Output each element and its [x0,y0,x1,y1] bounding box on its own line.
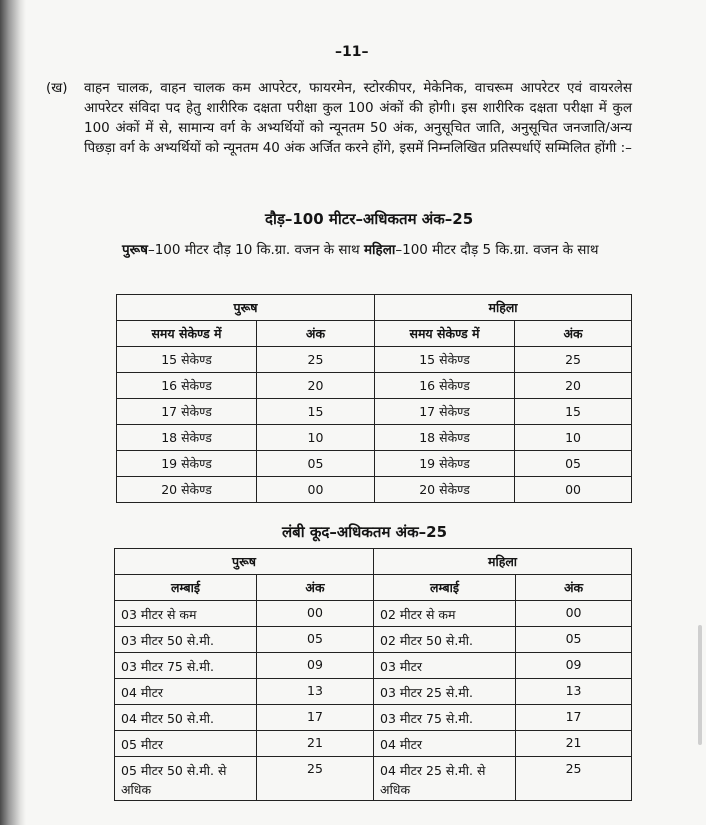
jump-women-header: महिला [374,549,632,575]
table-row [115,601,632,627]
jump-men-marks: 21 [257,731,374,757]
scrollbar[interactable] [698,625,702,745]
race-col-time-women: समय सेकेण्ड में [375,321,515,347]
table-row [115,653,632,679]
race-men-marks: 25 [257,347,375,373]
race-col-marks-men: अंक [257,321,375,347]
clause-label: (ख) [46,80,68,96]
jump-men-marks: 25 [257,757,374,801]
jump-col-length-men: लम्बाई [115,575,257,601]
race-women-marks: 25 [515,347,632,373]
jump-women-length: 03 मीटर 25 से.मी. [374,679,516,705]
table-row [117,347,632,373]
race-intro-women-label: महिला [363,242,396,258]
jump-women-marks: 25 [516,757,632,801]
jump-men-length: 03 मीटर 75 से.मी. [115,653,257,679]
race-women-marks: 05 [515,451,632,477]
race-women-time: 18 सेकेण्ड [375,425,515,451]
race-men-time: 18 सेकेण्ड [117,425,257,451]
jump-women-length: 04 मीटर [374,731,516,757]
jump-col-marks-women: अंक [516,575,632,601]
race-col-time-men: समय सेकेण्ड में [117,321,257,347]
table-row [115,731,632,757]
race-intro-women-text: –100 मीटर दौड़ 5 कि.ग्रा. वजन के साथ [395,242,599,258]
jump-men-header: पुरूष [115,549,374,575]
table-row [117,373,632,399]
race-women-header: महिला [375,295,632,321]
table-row [115,757,632,801]
race-men-time: 16 सेकेण्ड [117,373,257,399]
race-intro-men-label: पुरूष [122,242,148,258]
race-men-time: 20 सेकेण्ड [117,477,257,503]
race-men-marks: 05 [257,451,375,477]
race-men-marks: 20 [257,373,375,399]
jump-table-group-header [115,549,632,575]
race-men-time: 19 सेकेण्ड [117,451,257,477]
race-women-marks: 20 [515,373,632,399]
page-number: –11– [335,44,369,60]
table-row [117,477,632,503]
jump-women-marks: 05 [516,627,632,653]
jump-women-marks: 00 [516,601,632,627]
jump-col-length-women: लम्बाई [374,575,516,601]
jump-women-length: 02 मीटर से कम [374,601,516,627]
race-table [116,294,632,503]
jump-women-length: 03 मीटर 75 से.मी. [374,705,516,731]
race-women-marks: 00 [515,477,632,503]
race-col-marks-women: अंक [515,321,632,347]
jump-col-marks-men: अंक [257,575,374,601]
jump-men-length: 05 मीटर 50 से.मी. से अधिक [115,757,257,801]
race-men-marks: 15 [257,399,375,425]
race-women-marks: 10 [515,425,632,451]
jump-men-length: 03 मीटर से कम [115,601,257,627]
race-women-marks: 15 [515,399,632,425]
jump-women-length: 03 मीटर [374,653,516,679]
race-intro-men-text: –100 मीटर दौड़ 10 कि.ग्रा. वजन के साथ [147,242,364,258]
jump-heading: लंबी कूद–अधिकतम अंक–25 [282,523,448,541]
race-intro [122,237,640,263]
race-heading: दौड़–100 मीटर–अधिकतम अंक–25 [265,210,474,228]
table-row [115,627,632,653]
jump-men-length: 04 मीटर [115,679,257,705]
jump-men-length: 03 मीटर 50 से.मी. [115,627,257,653]
table-row [117,451,632,477]
race-men-marks: 00 [257,477,375,503]
race-men-time: 15 सेकेण्ड [117,347,257,373]
jump-men-marks: 05 [257,627,374,653]
jump-men-length: 05 मीटर [115,731,257,757]
scan-edge-shadow [0,0,26,825]
race-table-col-header [117,321,632,347]
table-row [117,425,632,451]
jump-table [114,548,632,801]
race-women-time: 17 सेकेण्ड [375,399,515,425]
table-row [115,679,632,705]
race-women-time: 20 सेकेण्ड [375,477,515,503]
jump-women-marks: 17 [516,705,632,731]
jump-women-length: 02 मीटर 50 से.मी. [374,627,516,653]
jump-women-marks: 13 [516,679,632,705]
race-women-time: 16 सेकेण्ड [375,373,515,399]
race-men-marks: 10 [257,425,375,451]
jump-men-length: 04 मीटर 50 से.मी. [115,705,257,731]
jump-men-marks: 00 [257,601,374,627]
race-men-header: पुरूष [117,295,375,321]
jump-table-col-header [115,575,632,601]
jump-men-marks: 13 [257,679,374,705]
race-men-time: 17 सेकेण्ड [117,399,257,425]
jump-men-marks: 09 [257,653,374,679]
race-women-time: 19 सेकेण्ड [375,451,515,477]
race-women-time: 15 सेकेण्ड [375,347,515,373]
clause-paragraph [46,78,632,158]
race-table-group-header [117,295,632,321]
jump-women-length: 04 मीटर 25 से.मी. से अधिक [374,757,516,801]
jump-men-marks: 17 [257,705,374,731]
table-row [115,705,632,731]
table-row [117,399,632,425]
jump-women-marks: 09 [516,653,632,679]
jump-women-marks: 21 [516,731,632,757]
clause-text: वाहन चालक, वाहन चालक कम आपरेटर, फायरमेन, स्टोरकीपर, मेकेनिक, वाचरूम आपरेटर एवं वायरलेस आपरेटर संविदा पद हेतु शारीरिक दक्षता परीक्षा कुल 100 अंकों की होगी। इस शारीरिक दक्षता परीक्षा में कुल 100 अंकों में से, सामान्य वर्ग के अभ्यर्थियों को न्यूनतम 50 अंक, अनुसूचित जाति, अनुसूचित जनजाति/अन्य पिछड़ा वर्ग के अभ्यर्थियों को न्यूनतम 40 अंक अर्जित करने होंगे, इसमें निम्नलिखित प्रतिस्पर्धाऐं सम्मिलित होंगी :– [84,80,632,156]
